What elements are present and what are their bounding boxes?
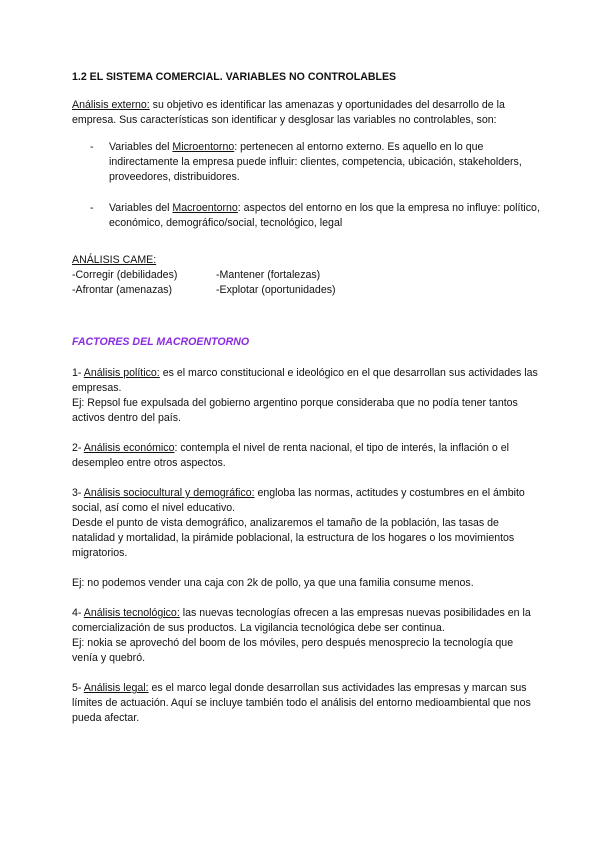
factor-label: Análisis político: <box>83 367 160 379</box>
factor-text: es el marco legal donde desarrollan sus actividades las empresas y marcan sus límites de actuación. Aquí se incluye también todo el análisis del entorno medioambiental que nos pueda afectar. <box>72 682 531 724</box>
factor-label: Análisis legal: <box>83 682 149 694</box>
list-item-term: Microentorno <box>172 141 235 153</box>
factor-text: : contempla el nivel de renta nacional, el tipo de interés, la inflación o el desempleo entre otros aspectos. <box>72 442 509 469</box>
factor-label: Análisis económico <box>83 442 175 454</box>
factor-number: 5- <box>72 682 84 694</box>
factor-label: Análisis sociocultural y demográfico: <box>83 487 255 499</box>
factor-example: Ej: nokia se aprovechó del boom de los móviles, pero después menosprecio la tecnología que venía y quebró. <box>72 637 514 664</box>
came-row <box>72 268 540 283</box>
came-cell: -Corregir (debilidades) <box>72 269 178 281</box>
factor-block <box>72 441 540 471</box>
factor-number: 3- <box>72 487 84 499</box>
factor-example: Ej: Repsol fue expulsada del gobierno argentino porque consideraba que no podía tener tantos activos dentro del país. <box>72 397 518 424</box>
factor-label: Análisis tecnológico: <box>83 607 180 619</box>
list-item <box>72 140 540 185</box>
document-title: 1.2 EL SISTEMA COMERCIAL. VARIABLES NO CONTROLABLES <box>72 71 397 83</box>
intro-paragraph <box>72 98 540 128</box>
factor-detail: Desde el punto de vista demográfico, analizaremos el tamaño de la población, las tasas de natalidad y mortalidad, la pirámide poblacional, la estructura de los hogares o los movimientos migratorios. <box>72 517 515 559</box>
came-heading: ANÁLISIS CAME: <box>72 254 157 266</box>
factor-text: engloba las normas, actitudes y costumbres en el ámbito social, así como el nivel educativo. <box>72 487 525 514</box>
list-item-prefix: Variables del <box>109 141 173 153</box>
factor-block <box>72 366 540 426</box>
list-item-text: : pertenecen al entorno externo. Es aquello en lo que indirectamente la empresa puede influir: clientes, competencia, ubicación, stakeholders, proveedores, distribuidores. <box>109 141 522 183</box>
came-row <box>72 283 540 298</box>
factors-title: FACTORES DEL MACROENTORNO <box>72 336 250 348</box>
factor-number: 2- <box>72 442 84 454</box>
factor-text: las nuevas tecnologías ofrecen a las empresas nuevas posibilidades en la comercialización de sus productos. La vigilancia tecnológica debe ser continua. <box>72 607 531 634</box>
factor-block <box>72 486 540 561</box>
factor-block <box>72 681 540 726</box>
factor-block <box>72 576 540 591</box>
factor-text: es el marco constitucional e ideológico en el que desarrollan sus actividades las empresas. <box>72 367 538 394</box>
factor-number: 1- <box>72 367 84 379</box>
variables-list <box>72 140 540 231</box>
came-cell: -Afrontar (amenazas) <box>72 284 173 296</box>
list-item <box>72 201 540 231</box>
list-dash: - <box>90 141 94 153</box>
list-item-text: : aspectos del entorno en los que la empresa no influye: político, económico, demográfico/social, tecnológico, legal <box>109 202 540 229</box>
came-cell: -Mantener (fortalezas) <box>216 269 321 281</box>
factor-example: Ej: no podemos vender una caja con 2k de pollo, ya que una familia consume menos. <box>72 577 474 589</box>
factor-block <box>72 606 540 666</box>
list-item-term: Macroentorno <box>172 202 238 214</box>
intro-label: Análisis externo: <box>72 99 150 111</box>
intro-text: su objetivo es identificar las amenazas y oportunidades del desarrollo de la empresa. Sus características son identificar y desglosar las variables no controlables, son: <box>72 99 505 126</box>
list-item-prefix: Variables del <box>109 202 173 214</box>
factor-number: 4- <box>72 607 84 619</box>
came-cell: -Explotar (oportunidades) <box>216 284 336 296</box>
list-dash: - <box>90 202 94 214</box>
